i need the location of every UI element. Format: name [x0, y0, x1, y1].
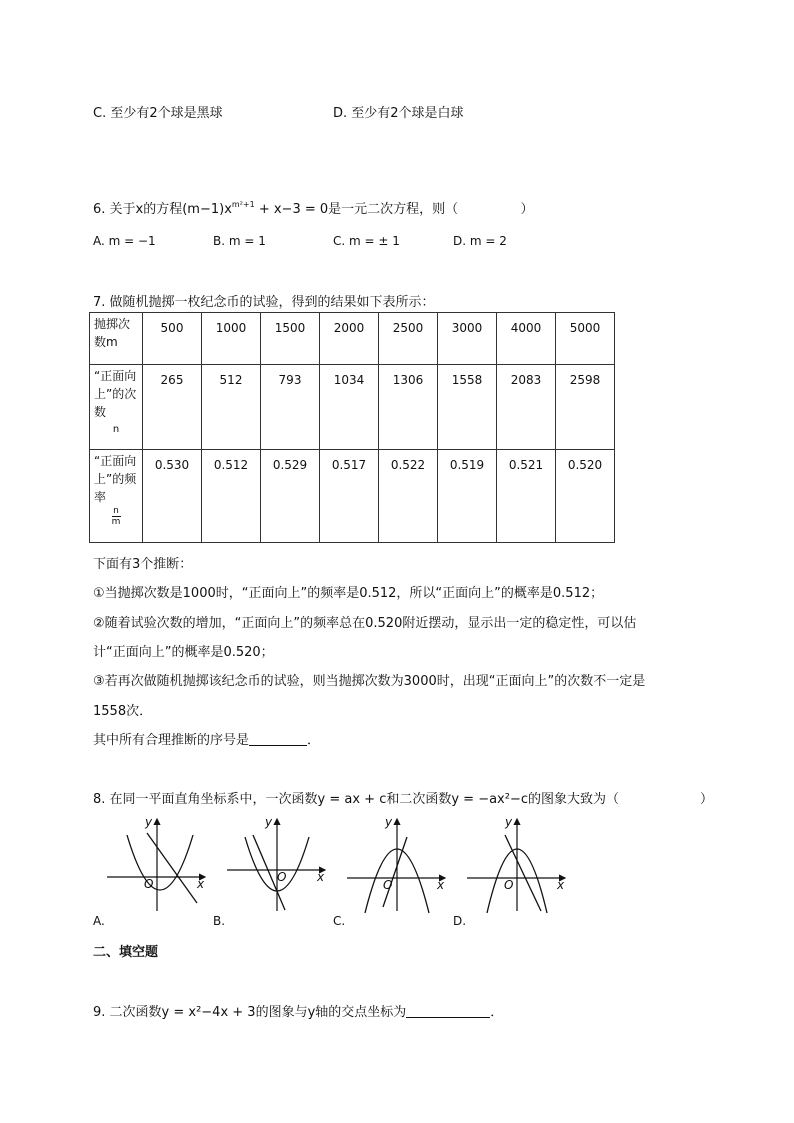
freq-cell: 0.521 [497, 450, 556, 543]
row-label-m: 抛掷次数m [90, 313, 143, 365]
origin-label: O [277, 870, 287, 884]
q7-inference-1: ①当抛掷次数是1000时，“正面向上”的频率是0.512，所以“正面向上”的概率是0.512； [93, 586, 604, 601]
graph-a [105, 815, 215, 915]
q9-stem [93, 1001, 503, 1020]
graph-d-svg [465, 815, 575, 915]
q5-option-d: D. 至少有2个球是白球 [333, 106, 464, 121]
q7-inference-3b: 1558次． [93, 704, 153, 719]
freq-cell: 0.517 [320, 450, 379, 543]
y-label: y [145, 815, 153, 829]
line [383, 837, 407, 907]
table-row [90, 450, 615, 543]
frac-denominator: m [111, 517, 121, 527]
origin-label: O [144, 877, 154, 891]
y-label: y [505, 815, 513, 829]
n-cell: 2083 [497, 365, 556, 450]
q7-inference-2b: 计“正面向上”的概率是0.520； [93, 645, 274, 660]
q6-option-d: D. m = 2 [453, 234, 507, 248]
q7-question-end: ． [307, 733, 321, 748]
m-cell: 4000 [497, 313, 556, 365]
q9-stem-end: ． [490, 1005, 504, 1020]
origin-label: O [504, 878, 514, 892]
q7-inference-2a: ②随着试验次数的增加，“正面向上”的频率总在0.520附近摆动，显示出一定的稳定性，可以估 [93, 616, 637, 631]
freq-cell: 0.512 [202, 450, 261, 543]
q6-stem-b: + x−3 = 0是一元二次方程，则（ [258, 202, 459, 217]
n-cell: 1558 [438, 365, 497, 450]
graph-d [465, 815, 575, 915]
freq-cell: 0.519 [438, 450, 497, 543]
q8-option-c: C. [333, 914, 346, 928]
m-cell: 1500 [261, 313, 320, 365]
n-cell: 512 [202, 365, 261, 450]
q8-stem: 8. 在同一平面直角坐标系中，一次函数y = ax + c和二次函数y = −ax²−c的图象大致为（ [93, 792, 620, 807]
q6-option-c: C. m = ± 1 [333, 234, 400, 248]
n-cell: 1034 [320, 365, 379, 450]
parabola [127, 835, 193, 890]
graph-c [345, 815, 455, 915]
q7-question-text: 其中所有合理推断的序号是 [93, 733, 250, 748]
q6-stem [93, 198, 533, 217]
q6-exponent: m²+1 [231, 200, 255, 209]
q7-stem: 7. 做随机抛掷一枚纪念币的试验，得到的结果如下表所示： [93, 295, 435, 310]
n-cell: 265 [143, 365, 202, 450]
graph-b-svg [225, 815, 335, 915]
frac-n-over-m [112, 506, 121, 527]
q8-stem-close: ） [700, 792, 714, 807]
q7-table [89, 312, 615, 543]
q8-option-d: D. [453, 914, 467, 928]
row-label-n-text: “正面向上”的次数 [94, 369, 137, 419]
m-cell: 2500 [379, 313, 438, 365]
q6-option-a: A. m = −1 [93, 234, 156, 248]
row-label-n [90, 365, 143, 450]
graph-c-svg [345, 815, 455, 915]
m-cell: 2000 [320, 313, 379, 365]
x-label: x [437, 878, 445, 892]
q6-stem-a: 6. 关于x的方程(m−1)x [93, 202, 232, 217]
x-label: x [197, 877, 205, 891]
q7-intro: 下面有3个推断： [93, 557, 193, 572]
table-row [90, 313, 615, 365]
graph-a-svg [105, 815, 215, 915]
row-label-n-symbol: n [112, 424, 120, 435]
q7-inference-3a: ③若再次做随机抛掷该纪念币的试验，则当抛掷次数为3000时，出现“正面向上”的次数不一定是 [93, 674, 646, 689]
freq-cell: 0.530 [143, 450, 202, 543]
q7-question [93, 729, 320, 748]
freq-cell: 0.529 [261, 450, 320, 543]
m-cell: 5000 [556, 313, 615, 365]
answer-blank [249, 745, 307, 746]
q6-stem-close: ） [520, 202, 534, 217]
y-label: y [385, 815, 393, 829]
q8-option-b: B. [213, 914, 226, 928]
q6-option-b: B. m = 1 [213, 234, 266, 248]
line [147, 833, 197, 903]
graph-b [225, 815, 335, 915]
n-cell: 2598 [556, 365, 615, 450]
x-label: x [317, 870, 325, 884]
y-label: y [265, 815, 273, 829]
m-cell: 1000 [202, 313, 261, 365]
row-label-freq [90, 450, 143, 543]
row-label-freq-text: “正面向上”的频率 [94, 454, 137, 504]
m-cell: 3000 [438, 313, 497, 365]
n-cell: 1306 [379, 365, 438, 450]
section-title: 二、填空题 [93, 945, 159, 960]
answer-blank [406, 1017, 490, 1018]
q8-option-a: A. [93, 914, 105, 928]
freq-cell: 0.520 [556, 450, 615, 543]
frac-numerator: n [113, 506, 119, 516]
freq-cell: 0.522 [379, 450, 438, 543]
q9-stem-text: 9. 二次函数y = x²−4x + 3的图象与y轴的交点坐标为 [93, 1005, 407, 1020]
m-cell: 500 [143, 313, 202, 365]
q5-option-c: C. 至少有2个球是黑球 [93, 106, 223, 121]
x-label: x [557, 878, 565, 892]
n-cell: 793 [261, 365, 320, 450]
table-row [90, 365, 615, 450]
origin-label: O [383, 878, 393, 892]
